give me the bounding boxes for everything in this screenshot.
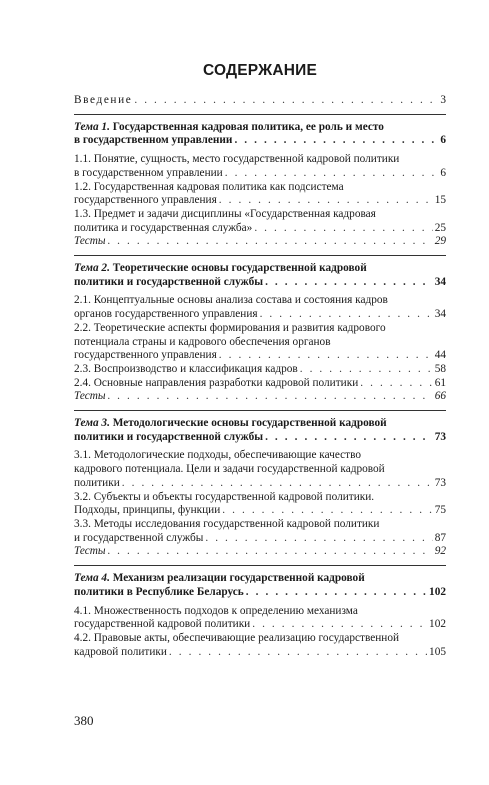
topic-prefix: Тема 3. xyxy=(74,417,110,430)
toc-page-number: 58 xyxy=(434,362,446,375)
topic-title-line-1: Механизм реализации государственной кадровой xyxy=(109,572,365,585)
toc-entry-1-3-end xyxy=(74,222,446,236)
toc-page-number: 3 xyxy=(440,94,446,106)
toc-entry-1-2: 1.2. Государственная кадровая политика как подсистема xyxy=(74,180,344,193)
toc-page-number: 25 xyxy=(434,221,446,234)
toc-page-number: 34 xyxy=(434,275,446,288)
topic-1-heading xyxy=(74,121,446,135)
leader-dots xyxy=(222,504,432,518)
toc-entry-3-3-end xyxy=(74,532,446,546)
toc-page-number: 61 xyxy=(434,376,446,389)
separator xyxy=(74,114,446,115)
toc-entry-text: политики xyxy=(74,476,120,489)
toc-entry-text: государственной кадровой политики xyxy=(74,618,251,631)
leader-dots xyxy=(169,646,427,660)
toc-entry-tests-2 xyxy=(74,390,446,404)
topic-prefix: Тема 1. xyxy=(74,120,110,133)
toc-entry-1-1-end xyxy=(74,167,446,181)
toc-page-number: 73 xyxy=(434,430,446,443)
toc-entry-2-2-end xyxy=(74,349,446,363)
toc-page-number: 105 xyxy=(429,645,446,658)
separator xyxy=(74,255,446,256)
topic-3-heading xyxy=(74,417,446,431)
table-of-contents xyxy=(74,62,446,659)
leader-dots xyxy=(108,235,433,249)
leader-dots xyxy=(252,618,427,632)
topic-2-heading-end xyxy=(74,276,446,290)
toc-entry-3-1-line-2: кадрового потенциала. Цели и задачи государственной кадровой xyxy=(74,463,385,476)
page-number: 380 xyxy=(74,713,94,728)
toc-entry-text: государственного управления xyxy=(74,349,217,362)
toc-page-number: 87 xyxy=(434,531,446,544)
toc-entry-3-2: 3.2. Субъекты и объекты государственной кадровой политики. xyxy=(74,490,375,503)
topic-title-line-2: в государственном управлении xyxy=(74,134,233,147)
leader-dots xyxy=(265,276,433,290)
leader-dots xyxy=(219,349,433,363)
toc-page-number: 6 xyxy=(440,134,446,147)
topic-prefix: Тема 4. xyxy=(74,572,110,585)
topic-3-heading-end xyxy=(74,431,446,445)
leader-dots xyxy=(219,194,433,208)
toc-entry-3-3: 3.3. Методы исследования государственной кадровой политики xyxy=(74,517,380,530)
topic-title-line-1: Теоретические основы государственной кадровой xyxy=(109,262,367,275)
leader-dots xyxy=(246,586,427,600)
separator xyxy=(74,410,446,411)
topic-4-heading-end xyxy=(74,586,446,600)
leader-dots xyxy=(225,167,439,181)
leader-dots xyxy=(122,477,433,491)
topic-2-heading xyxy=(74,262,446,276)
leader-dots xyxy=(265,431,433,445)
toc-page-number: 29 xyxy=(434,235,446,248)
leader-dots xyxy=(108,390,433,404)
toc-page-number: 66 xyxy=(434,390,446,403)
toc-entry-4-2-end xyxy=(74,646,446,660)
toc-entry-2-3 xyxy=(74,363,446,377)
toc-entry-2-2: 2.2. Теоретические аспекты формирования и развития кадрового xyxy=(74,321,386,334)
toc-entry-2-1-end xyxy=(74,308,446,322)
toc-entry-2-1: 2.1. Концептуальные основы анализа состава и состояния кадров xyxy=(74,294,388,307)
tests-label: Тесты xyxy=(74,545,106,558)
topic-title-line-1: Методологические основы государственной кадровой xyxy=(109,417,387,430)
leader-dots xyxy=(234,134,438,148)
toc-entry-1-3: 1.3. Предмет и задачи дисциплины «Государственная кадровая xyxy=(74,207,376,220)
toc-page-number: 92 xyxy=(434,545,446,558)
toc-entry-text: 2.4. Основные направления разработки кадровой политики xyxy=(74,376,359,389)
toc-entry-3-2-end xyxy=(74,504,446,518)
toc-entry-2-4 xyxy=(74,377,446,391)
leader-dots xyxy=(205,532,432,546)
topic-title-line-2: политики и государственной службы xyxy=(74,275,264,288)
toc-entry-text: государственного управления xyxy=(74,194,217,207)
leader-dots xyxy=(300,363,433,377)
leader-dots xyxy=(108,545,433,559)
topic-title-line-2: политики в Республике Беларусь xyxy=(74,585,244,598)
topic-prefix: Тема 2. xyxy=(74,262,110,275)
leader-dots xyxy=(134,94,438,108)
toc-entry-1-1: 1.1. Понятие, сущность, место государственной кадровой политики xyxy=(74,153,400,166)
toc-entry-4-1: 4.1. Множественность подходов к определению механизма xyxy=(74,604,358,617)
topic-title-line-2: политики и государственной службы xyxy=(74,430,264,443)
toc-entry-4-2: 4.2. Правовые акты, обеспечивающие реализацию государственной xyxy=(74,631,400,644)
toc-entry-3-1: 3.1. Методологические подходы, обеспечивающие качество xyxy=(74,449,362,462)
toc-entry-text: Подходы, принципы, функции xyxy=(74,504,221,517)
toc-entry-text: политика и государственная служба» xyxy=(74,221,253,234)
tests-label: Тесты xyxy=(74,235,106,248)
toc-entry-label: Введение xyxy=(74,94,133,106)
toc-entry-text: 2.3. Воспроизводство и классификация кадров xyxy=(74,362,298,375)
separator xyxy=(74,565,446,566)
toc-page-number: 6 xyxy=(440,166,446,179)
leader-dots xyxy=(360,377,432,391)
toc-entry-4-1-end xyxy=(74,618,446,632)
toc-entry-text: кадровой политики xyxy=(74,645,167,658)
toc-page-number: 102 xyxy=(429,585,446,598)
toc-page-number: 73 xyxy=(434,476,446,489)
toc-page-number: 15 xyxy=(434,194,446,207)
toc-page-number: 102 xyxy=(429,618,446,631)
leader-dots xyxy=(254,222,432,236)
topic-4-heading xyxy=(74,572,446,586)
toc-entry-intro xyxy=(74,94,446,108)
tests-label: Тесты xyxy=(74,390,106,403)
leader-dots xyxy=(260,308,433,322)
toc-entry-1-2-end xyxy=(74,194,446,208)
page-title: СОДЕРЖАНИЕ xyxy=(202,62,318,79)
toc-page-number: 75 xyxy=(434,504,446,517)
toc-entry-text: органов государственного управления xyxy=(74,308,258,321)
toc-entry-tests-1 xyxy=(74,235,446,249)
topic-title-line-1: Государственная кадровая политика, ее роль и место xyxy=(109,120,384,133)
toc-entry-text: и государственной службы xyxy=(74,531,204,544)
topic-1-heading-end xyxy=(74,134,446,148)
toc-entry-tests-3 xyxy=(74,545,446,559)
toc-page-number: 34 xyxy=(434,308,446,321)
toc-entry-2-2-line-2: потенциала страны и кадрового обеспечения органов xyxy=(74,335,331,348)
toc-entry-text: в государственном управлении xyxy=(74,166,223,179)
toc-page-number: 44 xyxy=(434,349,446,362)
toc-entry-3-1-end xyxy=(74,477,446,491)
